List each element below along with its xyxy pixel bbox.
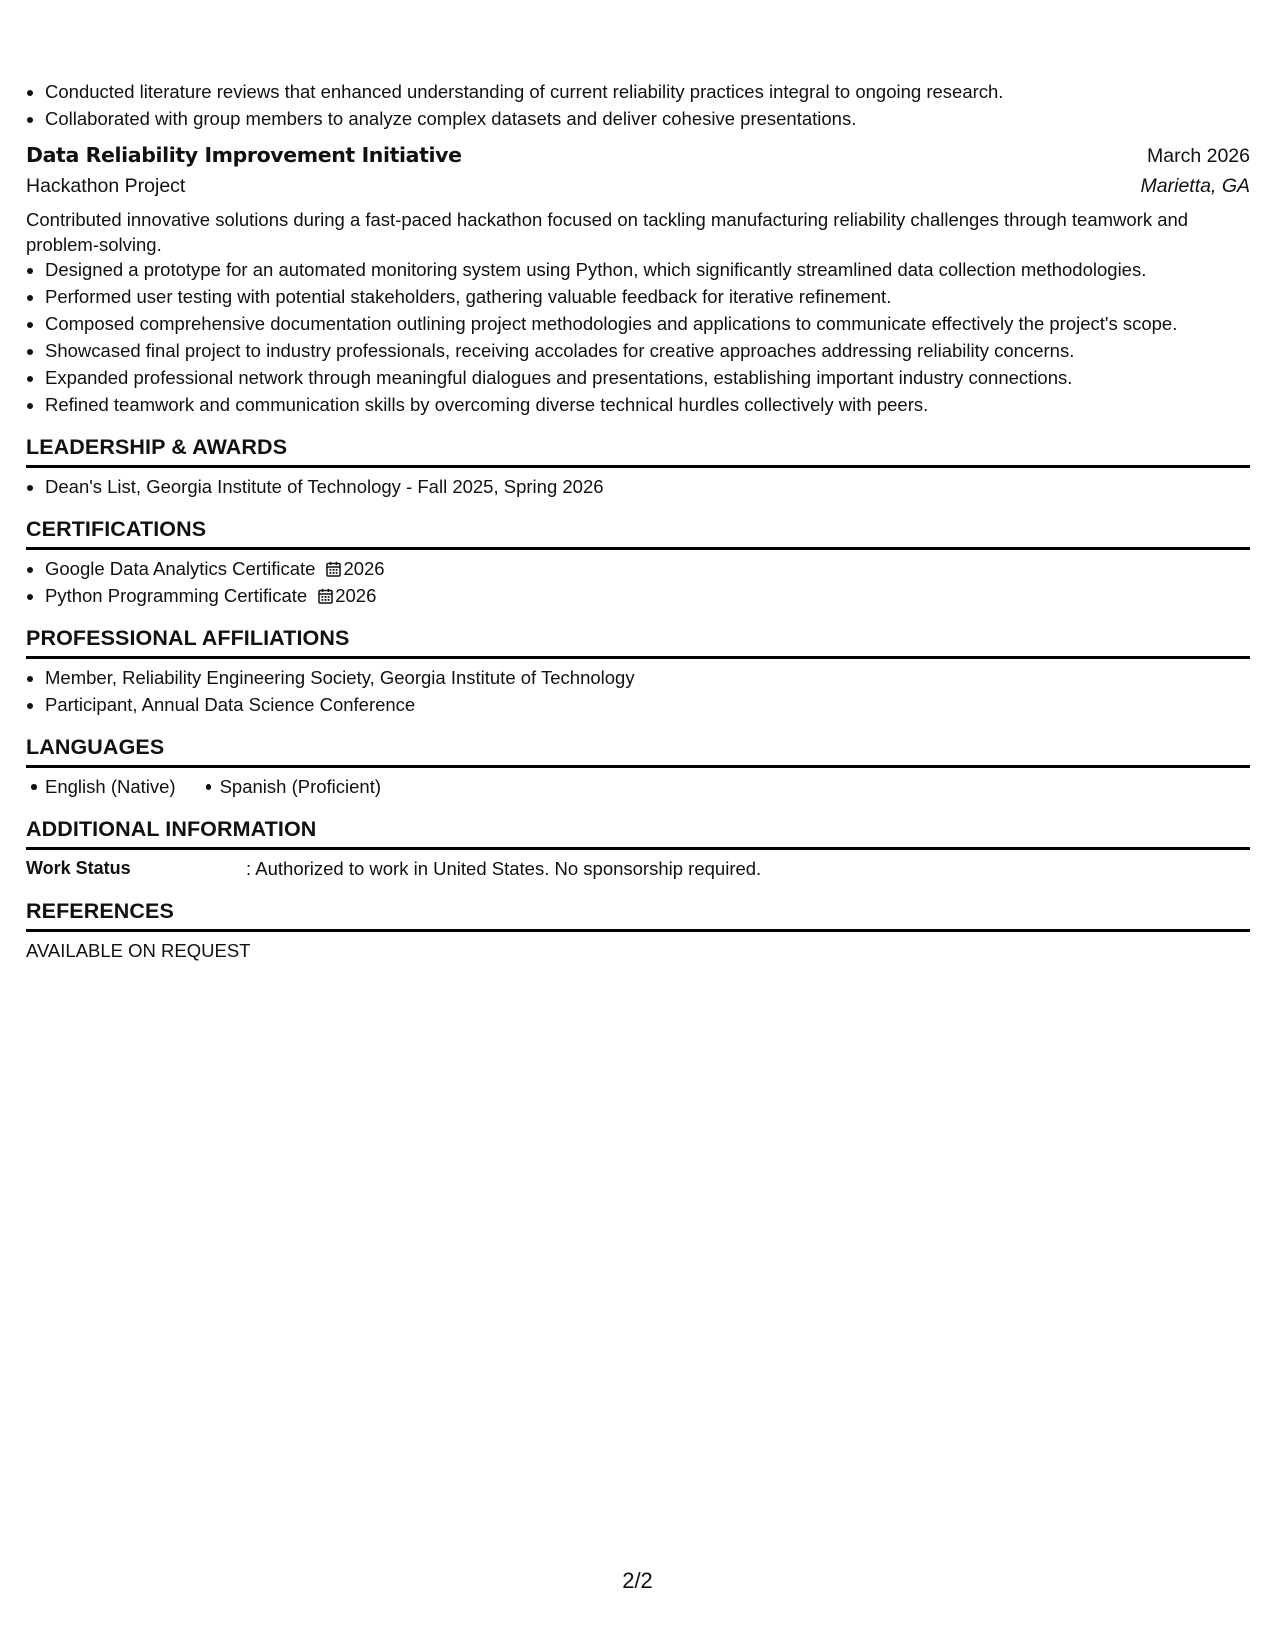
references-section <box>26 896 1250 964</box>
calendar-icon <box>326 561 341 577</box>
certifications-list <box>26 555 1250 609</box>
list-item: English (Native) <box>45 773 176 800</box>
calendar-icon <box>318 588 333 604</box>
certifications-section <box>26 514 1250 609</box>
page-number: 2/2 <box>622 1568 653 1593</box>
list-item: • Dean's List, Georgia Institute of Technology - Fall 2025, Spring 2026 <box>45 473 1250 500</box>
project-summary: Contributed innovative solutions during a fast-paced hackathon focused on tackling manufacturing reliability challenges through teamwork and problem-solving. <box>26 209 1189 255</box>
project-date: March 2026 <box>1147 145 1250 167</box>
section-title: LEADERSHIP & AWARDS <box>26 432 1250 468</box>
list-item: • Refined teamwork and communication skills by overcoming diverse technical hurdles collectively with peers. <box>45 391 1250 418</box>
affiliations-list <box>26 664 1250 718</box>
project-entry <box>26 140 1250 418</box>
work-status-value: : Authorized to work in United States. No sponsorship required. <box>246 858 762 879</box>
section-title: REFERENCES <box>26 896 1250 932</box>
list-item: • Showcased final project to industry professionals, receiving accolades for creative approaches addressing reliability concerns. <box>45 337 1250 364</box>
list-item: • Participant, Annual Data Science Conference <box>45 691 1250 718</box>
project-subheader <box>26 171 1250 201</box>
references-text: AVAILABLE ON REQUEST <box>26 940 251 961</box>
certificate-year: 2026 <box>343 558 385 579</box>
list-item: • Conducted literature reviews that enhanced understanding of current reliability practices integral to ongoing research. <box>45 78 1250 105</box>
section-title: CERTIFICATIONS <box>26 514 1250 550</box>
list-item: • Expanded professional network through meaningful dialogues and presentations, establishing important industry connections. <box>45 364 1250 391</box>
leadership-list <box>26 473 1250 500</box>
work-status-label: Work Status <box>26 858 131 878</box>
project-location: Marietta, GA <box>1140 175 1250 197</box>
certificate-name: Python Programming Certificate <box>45 585 308 606</box>
section-title: ADDITIONAL INFORMATION <box>26 814 1250 850</box>
project-subtitle: Hackathon Project <box>26 175 186 197</box>
certificate-year: 2026 <box>335 585 377 606</box>
project-bullets <box>26 256 1250 418</box>
list-item: • Performed user testing with potential stakeholders, gathering valuable feedback for iterative refinement. <box>45 283 1250 310</box>
list-item <box>45 555 1250 582</box>
section-title: PROFESSIONAL AFFILIATIONS <box>26 623 1250 659</box>
additional-info-section <box>26 814 1250 882</box>
list-item: • Collaborated with group members to analyze complex datasets and deliver cohesive presentations. <box>45 105 1250 132</box>
work-status-row <box>26 855 1250 882</box>
certificate-name: Google Data Analytics Certificate <box>45 558 316 579</box>
list-item <box>45 582 1250 609</box>
languages-section <box>26 732 1250 800</box>
resume-page <box>26 78 1250 964</box>
project-header <box>26 140 1250 171</box>
leadership-section <box>26 432 1250 500</box>
list-item: • Member, Reliability Engineering Society, Georgia Institute of Technology <box>45 664 1250 691</box>
languages-list <box>26 773 1250 800</box>
section-title: LANGUAGES <box>26 732 1250 768</box>
list-item: Spanish (Proficient) <box>220 773 381 800</box>
project-title: Data Reliability Improvement Initiative <box>26 143 462 167</box>
list-item: • Composed comprehensive documentation outlining project methodologies and applications to communicate effectively the project's scope. <box>45 310 1250 337</box>
list-item: • Designed a prototype for an automated monitoring system using Python, which significantly streamlined data collection methodologies. <box>45 256 1250 283</box>
affiliations-section <box>26 623 1250 718</box>
previous-entry-bullets <box>26 78 1250 132</box>
